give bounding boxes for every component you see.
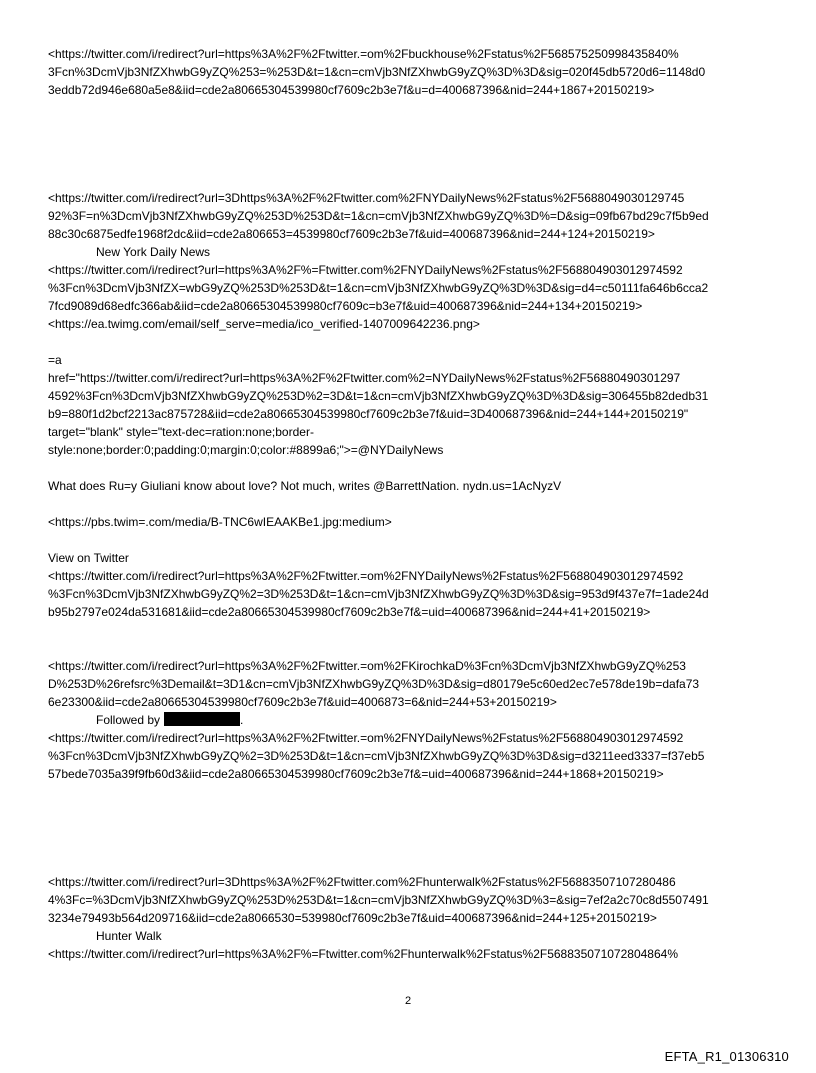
author-name: Hunter Walk <box>96 929 162 943</box>
view-on-twitter: View on Twitter <box>48 551 129 565</box>
followed-by-line <box>96 712 816 729</box>
text-line: href="https://twitter.com/i/redirect?url=https%3A%2F%2Ftwitter.com%2=NYDailyNews%2Fstatus%2F56880490301297 <box>48 371 681 385</box>
text-line: 3234e79493b564d209716&iid=cde2a8066530=539980cf7609c2b3e7f&uid=400687396&nid=244+125+20150219> <box>48 911 657 925</box>
text-line: 3eddb72d946e680a5e8&iid=cde2a80665304539980cf7609c2b3e7f&u=d=400687396&nid=244+1867+20150219> <box>48 83 655 97</box>
followed-by-suffix: . <box>240 713 244 727</box>
text-line: 3Fcn%3DcmVjb3NfZXhwbG9yZQ%253=%253D&t=1&cn=cmVjb3NfZXhwbG9yZQ%3D%3D&sig=020f45db5720d6=1148d0 <box>48 65 706 79</box>
text-line: %3Fcn%3DcmVjb3NfZXhwbG9yZQ%2=3D%253D&t=1&cn=cmVjb3NfZXhwbG9yZQ%3D%3D&sig=953d9f437e7f=1ade24d <box>48 587 709 601</box>
text-line: style:none;border:0;padding:0;margin:0;color:#8899a6;">=@NYDailyNews <box>48 443 444 457</box>
text-line: <https://twitter.com/i/redirect?url=https%3A%2F%2Ftwitter.=om%2FNYDailyNews%2Fstatus%2F568804903012974592 <box>48 569 684 583</box>
text-line: 57bede7035a39f9fb60d3&iid=cde2a80665304539980cf7609c2b3e7f&=uid=400687396&nid=244+1868+20150219> <box>48 767 664 781</box>
followed-by-label: Followed by <box>96 713 161 727</box>
bates-number: EFTA_R1_01306310 <box>664 1049 789 1064</box>
text-line: <https://twitter.com/i/redirect?url=https%3A%2F%2Ftwitter.=om%2Fbuckhouse%2Fstatus%2F568575250998435840% <box>48 47 679 61</box>
text-line: %3Fcn%3DcmVjb3NfZX=wbG9yZQ%253D%253D&t=1&cn=cmVjb3NfZXhwbG9yZQ%3D%3D&sig=d4=c50111fa646b6cca2 <box>48 281 709 295</box>
text-line: 88c30c6875edfe1968f2dc&iid=cde2a806653=4539980cf7609c2b3e7f&uid=400687396&nid=244+124+20150219> <box>48 227 655 241</box>
text-line: <https://twitter.com/i/redirect?url=https%3A%2F%=Ftwitter.com%2FNYDailyNews%2Fstatus%2F568804903012974592 <box>48 263 683 277</box>
text-line: =a <box>48 353 62 367</box>
text-line: <https://twitter.com/i/redirect?url=3Dhttps%3A%2F%2Ftwitter.com%2Fhunterwalk%2Fstatus%2F56883507107280486 <box>48 875 676 889</box>
text-line: 7fcd9089d68edfc366ab&iid=cde2a80665304539980cf7609c=b3e7f&uid=400687396&nid=244+134+20150219> <box>48 299 643 313</box>
text-line: <https://twitter.com/i/redirect?url=https%3A%2F%2Ftwitter.=om%2FKirochkaD%3Fcn%3DcmVjb3NfZXhwbG9yZQ%253 <box>48 659 686 673</box>
text-line: D%253D%26refsrc%3Demail&t=3D1&cn=cmVjb3NfZXhwbG9yZQ%3D%3D&sig=d80179e5c60ed2ec7e578de19b=dafa73 <box>48 677 700 691</box>
text-line: <https://twitter.com/i/redirect?url=https%3A%2F%2Ftwitter.=om%2FNYDailyNews%2Fstatus%2F568804903012974592 <box>48 731 684 745</box>
page-number: 2 <box>404 995 412 1007</box>
text-line: target="blank" style="text-dec=ration:none;border- <box>48 425 314 439</box>
text-line: 4%3Fc=%3DcmVjb3NfZXhwbG9yZQ%253D%253D&t=1&cn=cmVjb3NfZXhwbG9yZQ%3D%3=&sig=7ef2a2c70c8d5507491 <box>48 893 709 907</box>
redaction-box <box>164 712 240 726</box>
text-line: <https://twitter.com/i/redirect?url=3Dhttps%3A%2F%2Ftwitter.com%2FNYDailyNews%2Fstatus%2F5688049030129745 <box>48 191 685 205</box>
text-line: b95b2797e024da531681&iid=cde2a80665304539980cf7609c2b3e7f&=uid=400687396&nid=244+41+20150219> <box>48 605 651 619</box>
text-line: %3Fcn%3DcmVjb3NfZXhwbG9yZQ%2=3D%253D&t=1&cn=cmVjb3NfZXhwbG9yZQ%3D%3D&sig=d3211eed3337=f37eb5 <box>48 749 705 763</box>
text-line: <https://pbs.twim=.com/media/B-TNC6wIEAAKBe1.jpg:medium> <box>48 515 392 529</box>
text-line: 92%3F=n%3DcmVjb3NfZXhwbG9yZQ%253D%253D&t=1&cn=cmVjb3NfZXhwbG9yZQ%3D%=D&sig=09fb67bd29c7f5b9ed <box>48 209 709 223</box>
text-line: <https://ea.twimg.com/email/self_serve=media/ico_verified-1407009642236.png> <box>48 317 480 331</box>
tweet-text: What does Ru=y Giuliani know about love? Not much, writes @BarrettNation. nydn.us=1AcNyzV <box>48 479 562 493</box>
text-line: 4592%3Fcn%3DcmVjb3NfZXhwbG9yZQ%253D%2=3D&t=1&cn=cmVjb3NfZXhwbG9yZQ%3D%3D&sig=306455b82dedb31 <box>48 389 709 403</box>
text-line: b9=880f1d2bcf2213ac875728&iid=cde2a80665304539980cf7609c2b3e7f&uid=3D400687396&nid=244+144+20150219" <box>48 407 689 421</box>
author-name: New York Daily News <box>96 245 211 259</box>
text-line: 6e23300&iid=cde2a80665304539980cf7609c2b3e7f&uid=4006873=6&nid=244+53+20150219> <box>48 695 557 709</box>
text-line: <https://twitter.com/i/redirect?url=https%3A%2F%=Ftwitter.com%2Fhunterwalk%2Fstatus%2F568835071072804864% <box>48 947 678 961</box>
